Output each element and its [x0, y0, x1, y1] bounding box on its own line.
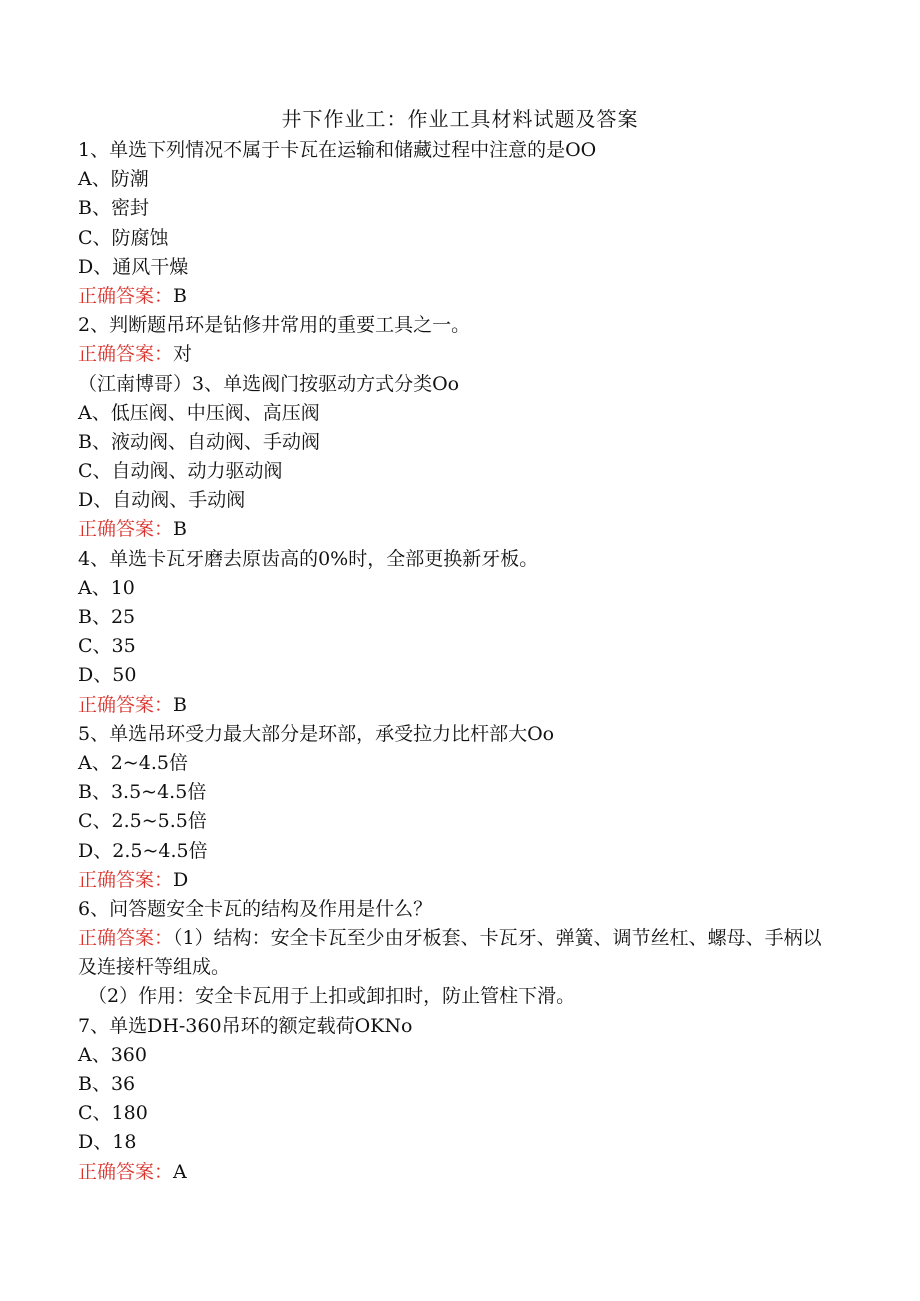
option-b: B、36	[78, 1073, 136, 1096]
question-stem: 7、单选DH-360吊环的额定载荷OKNo	[78, 1014, 413, 1037]
option-c: C、防腐蚀	[78, 226, 169, 249]
answer-value: 对	[173, 343, 193, 366]
question-stem: 6、问答题安全卡瓦的结构及作用是什么？	[78, 897, 433, 920]
answer-label: 正确答案：	[78, 927, 174, 950]
option-d: D、自动阀、手动阀	[78, 489, 246, 512]
answer-row	[78, 924, 838, 982]
option-d: D、18	[78, 1131, 137, 1154]
question-2	[78, 311, 838, 369]
question-7	[78, 1012, 838, 1187]
answer-extra: （2）作用：安全卡瓦用于上扣或卸扣时，防止管柱下滑。	[88, 985, 576, 1008]
option-c: C、2.5~5.5倍	[78, 810, 207, 833]
question-5	[78, 720, 838, 895]
answer-value: （1）结构：安全卡瓦至少由牙板套、卡瓦牙、弹簧、调节丝杠、螺母、手柄以及连接杆等组成。	[78, 927, 822, 979]
question-6	[78, 895, 838, 1012]
question-4	[78, 545, 838, 720]
answer-value: A	[173, 1160, 187, 1183]
answer-label: 正确答案：	[78, 868, 174, 891]
question-1	[78, 136, 838, 311]
question-list	[78, 136, 838, 1187]
option-a: A、2~4.5倍	[78, 751, 188, 774]
option-a: A、10	[78, 576, 135, 599]
answer-label: 正确答案：	[78, 343, 174, 366]
answer-value: B	[173, 518, 187, 541]
option-d: D、50	[78, 664, 137, 687]
answer-row	[78, 691, 838, 720]
option-b: B、3.5~4.5倍	[78, 781, 207, 804]
option-a: A、防潮	[78, 168, 149, 191]
answer-row	[78, 515, 838, 544]
option-c: C、35	[78, 635, 136, 658]
option-d: D、通风干燥	[78, 255, 189, 278]
question-stem: （江南博哥）3、单选阀门按驱动方式分类Oo	[78, 372, 460, 395]
option-c: C、180	[78, 1102, 148, 1125]
question-3	[78, 370, 838, 545]
answer-row	[78, 866, 838, 895]
document-title: 井下作业工：作业工具材料试题及答案	[281, 107, 639, 131]
question-stem: 4、单选卡瓦牙磨去原齿高的0%时，全部更换新牙板。	[78, 547, 539, 570]
answer-label: 正确答案：	[78, 518, 174, 541]
option-b: B、液动阀、自动阀、手动阀	[78, 430, 320, 453]
answer-row	[78, 1158, 838, 1187]
answer-row	[78, 340, 838, 369]
option-d: D、2.5~4.5倍	[78, 839, 208, 862]
option-b: B、25	[78, 606, 136, 628]
option-b: B、密封	[78, 197, 149, 220]
option-a: A、360	[78, 1043, 147, 1066]
answer-value: B	[173, 693, 187, 716]
question-stem: 5、单选吊环受力最大部分是环部，承受拉力比杆部大Oo	[78, 722, 555, 745]
option-a: A、低压阀、中压阀、高压阀	[78, 401, 320, 424]
answer-value: D	[173, 868, 189, 891]
option-c: C、自动阀、动力驱动阀	[78, 460, 283, 483]
answer-label: 正确答案：	[78, 1160, 174, 1183]
answer-value: B	[173, 284, 187, 307]
question-stem: 2、判断题吊环是钻修井常用的重要工具之一。	[78, 314, 471, 337]
answer-label: 正确答案：	[78, 693, 174, 716]
answer-row	[78, 282, 838, 311]
question-stem: 1、单选下列情况不属于卡瓦在运输和储藏过程中注意的是OO	[78, 139, 597, 161]
answer-label: 正确答案：	[78, 284, 174, 307]
